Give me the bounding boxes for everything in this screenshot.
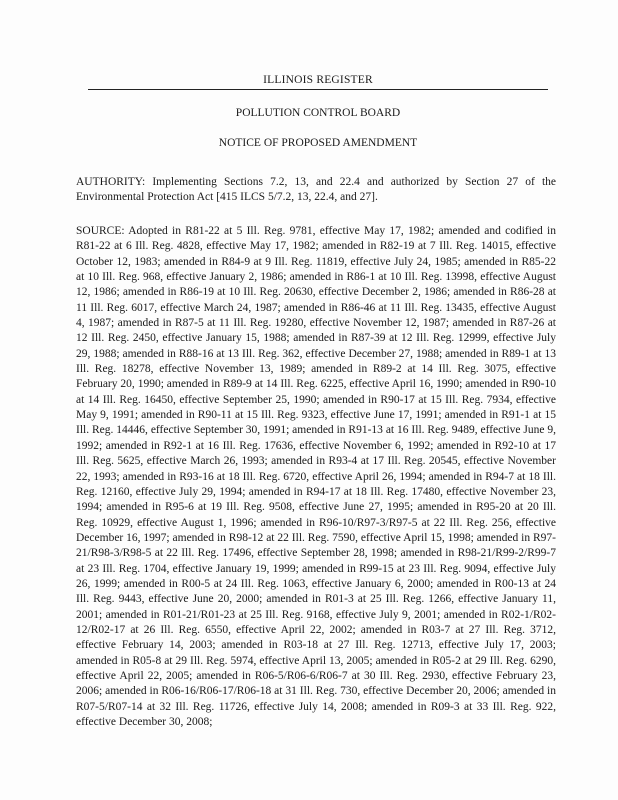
register-header: ILLINOIS REGISTER — [263, 74, 373, 86]
board-title: POLLUTION CONTROL BOARD — [235, 107, 401, 119]
notice-title: NOTICE OF PROPOSED AMENDMENT — [218, 137, 418, 149]
source-paragraph: SOURCE: Adopted in R81-22 at 5 Ill. Reg. 9781, effective May 17, 1982; amended and codified in R81-22 at 6 Ill. Reg. 4828, effective May 17, 1982; amended in R82-19 at 7 Ill. Reg. 14015, effective October 12, 1983; amended in R84-9 at 9 Ill. Reg. 11819, effective July 24, 1985; amended in R85-22 at 10 Ill. Reg. 968, effective January 2, 1986; amended in R86-1 at 10 Ill. Reg. 13998, effective August 12, 1986; amended in R86-19 at 10 Ill. Reg. 20630, effective December 2, 1986; amended in R86-28 at 11 Ill. Reg. 6017, effective March 24, 1987; amended in R86-46 at 11 Ill. Reg. 13435, effective August 4, 1987; amended in R87-5 at 11 Ill. Reg. 19280, effective November 12, 1987; amended in R87-26 at 12 Ill. Reg. 2450, effective January 15, 1988; amended in R87-39 at 12 Ill. Reg. 12999, effective July 29, 1988; amended in R88-16 at 13 Ill. Reg. 362, effective December 27, 1988; amended in R89-1 at 13 Ill. Reg. 18278, effective November 13, 1989; amended in R89-2 at 14 Ill. Reg. 3075, effective February 20, 1990; amended in R89-9 at 14 Ill. Reg. 6225, effective April 16, 1990; amended in R90-10 at 14 Ill. Reg. 16450, effective September 25, 1990; amended in R90-17 at 15 Ill. Reg. 7934, effective May 9, 1991; amended in R90-11 at 15 Ill. Reg. 9323, effective June 17, 1991; amended in R91-1 at 15 Ill. Reg. 14446, effective September 30, 1991; amended in R91-13 at 16 Ill. Reg. 9489, effective June 9, 1992; amended in R92-1 at 16 Ill. Reg. 17636, effective November 6, 1992; amended in R92-10 at 17 Ill. Reg. 5625, effective March 26, 1993; amended in R93-4 at 17 Ill. Reg. 20545, effective November 22, 1993; amended in R93-16 at 18 Ill. Reg. 6720, effective April 26, 1994; amended in R94-7 at 18 Ill. Reg. 12160, effective July 29, 1994; amended in R94-17 at 18 Ill. Reg. 17480, effective November 23, 1994; amended in R95-6 at 19 Ill. Reg. 9508, effective June 27, 1995; amended in R95-20 at 20 Ill. Reg. 10929, effective August 1, 1996; amended in R96-10/R97-3/R97-5 at 22 Ill. Reg. 256, effective December 16, 1997; amended in R98-12 at 22 Ill. Reg. 7590, effective April 15, 1998; amended in R97-21/R98-3/R98-5 at 22 Ill. Reg. 17496, effective September 28, 1998; amended in R98-21/R99-2/R99-7 at 23 Ill. Reg. 1704, effective January 19, 1999; amended in R99-15 at 23 Ill. Reg. 9094, effective July 26, 1999; amended in R00-5 at 24 Ill. Reg. 1063, effective January 6, 2000; amended in R00-13 at 24 Ill. Reg. 9443, effective June 20, 2000; amended in R01-3 at 25 Ill. Reg. 1266, effective January 11, 2001; amended in R01-21/R01-23 at 25 Ill. Reg. 9168, effective July 9, 2001; amended in R02-1/R02-12/R02-17 at 26 Ill. Reg. 6550, effective April 22, 2002; amended in R03-7 at 27 Ill. Reg. 3712, effective February 14, 2003; amended in R03-18 at 27 Ill. Reg. 12713, effective July 17, 2003; amended in R05-8 at 29 Ill. Reg. 5974, effective April 13, 2005; amended in R05-2 at 29 Ill. Reg. 6290, effective April 22, 2005; amended in R06-5/R06-6/R06-7 at 30 Ill. Reg. 2930, effective February 23, 2006; amended in R06-16/R06-17/R06-18 at 31 Ill. Reg. 730, effective December 20, 2006; amended in R07-5/R07-14 at 32 Ill. Reg. 11726, effective July 14, 2008; amended in R09-3 at 33 Ill. Reg. 922, effective December 30, 2008; — [76, 225, 556, 728]
header-divider — [88, 89, 548, 90]
authority-paragraph: AUTHORITY: Implementing Sections 7.2, 13, and 22.4 and authorized by Section 27 of the Environmental Protection Act [415 ILCS 5/7.2, 13, 22.4, and 27]. — [76, 176, 556, 204]
